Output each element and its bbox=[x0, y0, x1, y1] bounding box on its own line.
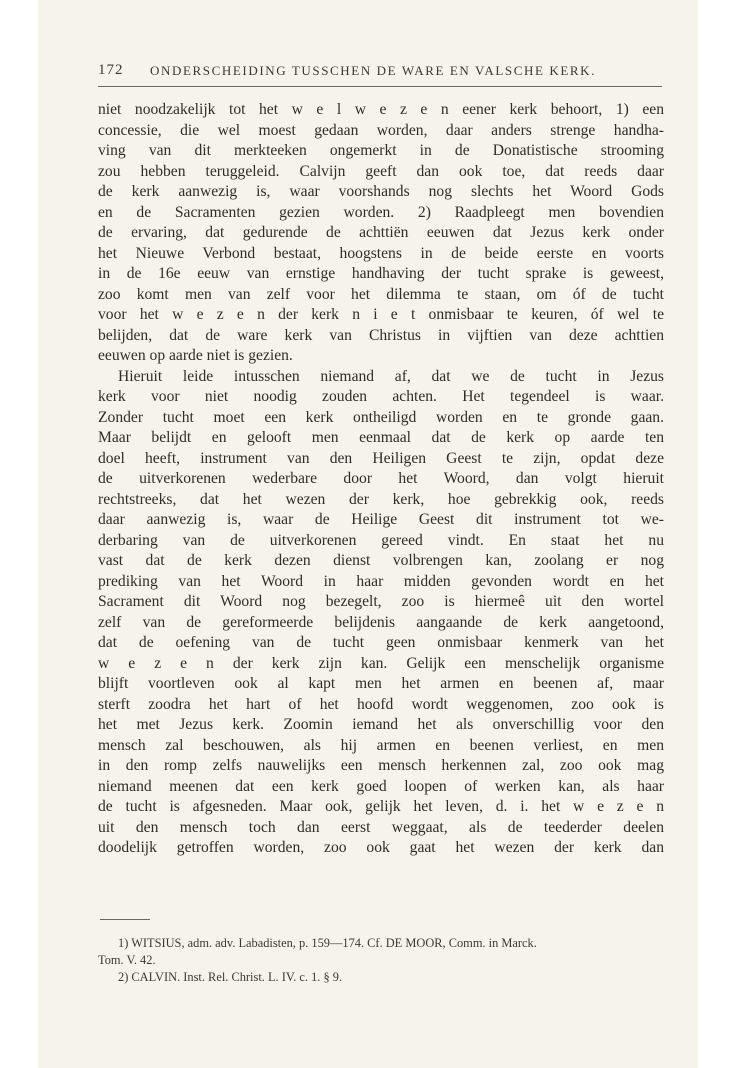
body-line: mensch zal beschouwen, als hij armen en beenen verliest, en men bbox=[98, 736, 664, 754]
body-line: niemand meenen dat een kerk goed loopen of werken kan, als haar bbox=[98, 777, 664, 795]
body-line: Maar belijdt en gelooft men eenmaal dat de kerk op aarde ten bbox=[98, 429, 664, 446]
body-line: sterft zoodra het hart of het hoofd wordt weggenomen, zoo ook is bbox=[98, 695, 664, 713]
body-line: blijft voortleven ook al kapt men het armen en beenen af, maar bbox=[98, 675, 664, 692]
running-header bbox=[98, 62, 668, 82]
footnote-1-continued: Tom. V. 42. bbox=[98, 953, 156, 967]
body-line: belijden, dat de ware kerk van Christus in vijftien van deze achttien bbox=[98, 326, 664, 344]
body-line: het met Jezus kerk. Zoomin iemand het als onverschillig voor den bbox=[98, 716, 664, 733]
body-line: doodelijk getroffen worden, zoo ook gaat het wezen der kerk dan bbox=[98, 839, 664, 856]
body-line: en de Sacramenten gezien worden. 2) Raadpleegt men bovendien bbox=[98, 203, 664, 221]
footnotes bbox=[98, 935, 664, 986]
body-line: w e z e n der kerk zijn kan. Gelijk een menschelijk organisme bbox=[98, 654, 664, 672]
footnote-1: 1) WITSIUS, adm. adv. Labadisten, p. 159—174. Cf. DE MOOR, Comm. in Marck. bbox=[118, 936, 537, 950]
body-line: derbaring van de uitverkorenen gereed vindt. En staat het nu bbox=[98, 531, 664, 549]
running-title: ONDERSCHEIDING TUSSCHEN DE WARE EN VALSCHE KERK. bbox=[150, 63, 596, 78]
footnote-rule bbox=[100, 919, 150, 920]
body-line: voor het w e z e n der kerk n i e t onmisbaar te keuren, óf wel te bbox=[98, 306, 664, 323]
body-line: doel heeft, instrument van den Heiligen Geest te zijn, opdat deze bbox=[98, 449, 664, 467]
header-rule bbox=[98, 86, 662, 87]
body-line: concessie, die wel moest gedaan worden, daar anders strenge handha- bbox=[98, 121, 664, 139]
body-line: in den romp zelfs nauwelijks een mensch herkennen zal, zoo ook mag bbox=[98, 757, 664, 774]
body-line: Zonder tucht moet een kerk ontheiligd worden en te gronde gaan. bbox=[98, 408, 664, 426]
footnote-2: 2) CALVIN. Inst. Rel. Christ. L. IV. c. 1. § 9. bbox=[118, 970, 343, 984]
body-line: prediking van het Woord in haar midden gevonden wordt en het bbox=[98, 572, 664, 590]
body-text bbox=[98, 100, 664, 859]
body-line: in de 16e eeuw van ernstige handhaving der tucht sprake is geweest, bbox=[98, 265, 664, 282]
page-number: 172 bbox=[98, 62, 124, 78]
body-line: Hieruit leide intusschen niemand af, dat we de tucht in Jezus bbox=[118, 367, 664, 385]
body-line: zelf van de gereformeerde belijdenis aangaande de kerk aangetoond, bbox=[98, 613, 664, 631]
body-line: vast dat de kerk dezen dienst volbrengen kan, zoolang er nog bbox=[98, 552, 664, 569]
body-line: daar aanwezig is, waar de Heilige Geest dit instrument tot we- bbox=[98, 511, 664, 528]
body-line: de kerk aanwezig is, waar voorshands nog slechts het Woord Gods bbox=[98, 183, 664, 200]
body-line: dat de oefening van de tucht geen onmisbaar kenmerk van het bbox=[98, 634, 664, 651]
body-line: ving van dit merkteeken ongemerkt in de Donatistische strooming bbox=[98, 142, 664, 159]
body-line: de tucht is afgesneden. Maar ook, gelijk het leven, d. i. het w e z e n bbox=[98, 798, 664, 815]
body-line: eeuwen op aarde niet is gezien. bbox=[98, 347, 293, 364]
body-line: zou hebben teruggeleid. Calvijn geeft dan ook toe, dat reeds daar bbox=[98, 162, 664, 180]
body-line: het Nieuwe Verbond bestaat, hoogstens in de beide eerste en voorts bbox=[98, 244, 664, 262]
body-line: de uitverkorenen wederbare door het Woord, dan volgt hieruit bbox=[98, 470, 664, 487]
body-line: kerk voor niet noodig zouden achten. Het tegendeel is waar. bbox=[98, 388, 664, 405]
body-line: Sacrament dit Woord nog bezegelt, zoo is hiermeê uit den wortel bbox=[98, 593, 664, 610]
body-line: rechtstreeks, dat het wezen der kerk, hoe gebrekkig ook, reeds bbox=[98, 490, 664, 508]
body-line: uit den mensch toch dan eerst weggaat, als de teederder deelen bbox=[98, 818, 664, 836]
body-line: de ervaring, dat gedurende de achttiën eeuwen dat Jezus kerk onder bbox=[98, 224, 664, 241]
body-line: niet noodzakelijk tot het w e l w e z e n eener kerk behoort, 1) een bbox=[98, 101, 664, 118]
body-line: zoo komt men van zelf voor het dilemma te staan, om óf de tucht bbox=[98, 285, 664, 303]
